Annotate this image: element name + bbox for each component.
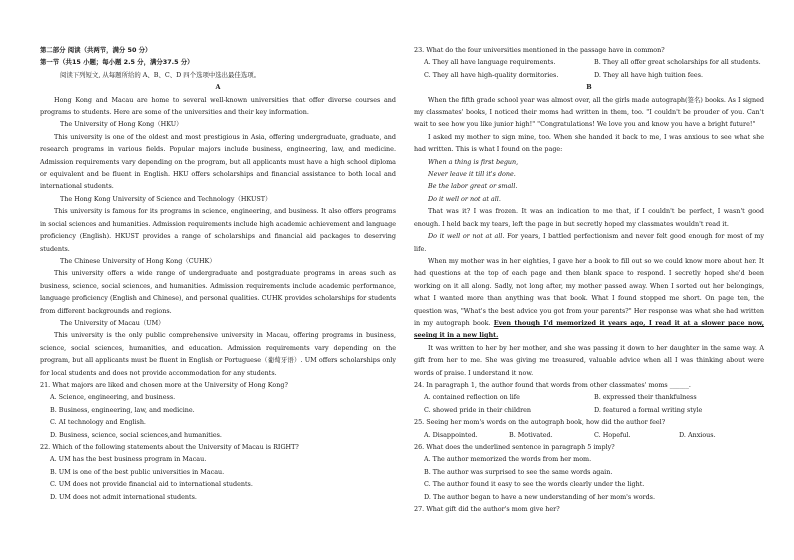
- passage-b-paragraph-4: [414, 230, 764, 255]
- question-21: 21. What majors are liked and chosen more at the University of Hong Kong?: [40, 380, 288, 389]
- q21-option-a: A. Science, engineering, and business.: [50, 393, 176, 402]
- passage-label-b: B: [586, 83, 592, 92]
- q24-options-row-2: [414, 404, 764, 416]
- q23-options-row-2: [414, 69, 764, 81]
- q23-option-a: A. They all have language requirements.: [424, 58, 556, 67]
- q25-options-row: [414, 429, 764, 441]
- q25-option-c: C. Hopeful.: [594, 430, 631, 439]
- passage-a-intro: Hong Kong and Macau are home to several well-known universities that offer diverse courses and programs to students. Here are some of the universities and their key information.: [40, 95, 396, 117]
- hkust-paragraph: This university is famous for its programs in science, engineering, and business. It also offers programs in social sciences and humanities. Admission requirements include high academic achievement and language proficiency (English). HKUST provides a range of scholarships and financial aid packages to deserving students.: [40, 207, 396, 253]
- q22-option-b: B. UM is one of the best public universities in Macau.: [50, 467, 225, 476]
- cuhk-heading: The Chinese University of Hong Kong（CUHK）: [60, 256, 216, 265]
- q24-option-d: D. featured a formal writing style: [594, 405, 703, 414]
- section-title: 第二部分 阅读（共两节，满分 50 分）: [40, 46, 152, 54]
- hku-heading: The University of Hong Kong（HKU）: [60, 120, 183, 129]
- question-24: 24. In paragraph 1, the author found that words from other classmates' moms ______.: [414, 380, 691, 389]
- poem-line-2: Never leave it till it's done.: [428, 170, 516, 179]
- q23-option-b: B. They all offer great scholarships for all students.: [594, 58, 761, 67]
- um-heading: The University of Macau（UM）: [60, 318, 165, 327]
- q23-option-c: C. They all have high-quality dormitories.: [424, 70, 559, 79]
- right-column: [414, 44, 764, 515]
- passage-label-a: A: [215, 83, 221, 92]
- question-23: 23. What do the four universities mentioned in the passage have in common?: [414, 46, 665, 54]
- q22-option-d: D. UM does not admit international students.: [50, 492, 197, 501]
- poem-line-1: When a thing is first begun,: [428, 157, 519, 166]
- poem-line-3: Be the labor great or small.: [428, 182, 518, 191]
- passage-b-paragraph-5: [414, 255, 764, 342]
- q26-option-c: C. The author found it easy to see the words clearly under the light.: [424, 480, 645, 489]
- q21-option-b: B. Business, engineering, law, and medicine.: [50, 405, 195, 414]
- subsection-title: 第一节（共15 小题；每小题 2.5 分，满分37.5 分）: [40, 58, 194, 67]
- passage-b-paragraph-3: That was it? I was frozen. It was an indication to me that, if I couldn't be perfect, I wasn't good enough. I held back my tears, left the page in but secretly hoped my classmates wouldn't read it.: [414, 207, 764, 228]
- paragraph-4-italic: Do it well or not at all.: [428, 232, 505, 241]
- underlined-sentence: Even though I'd memorized it years ago, I read it at a slower pace now, seeing it in a new light.: [414, 318, 765, 340]
- q23-options-row-1: [414, 56, 764, 68]
- q25-option-a: A. Disappointed.: [424, 430, 478, 439]
- poem-line-4: Do it well or not at all.: [428, 194, 501, 203]
- question-27: 27. What gift did the author's mom give her?: [414, 505, 560, 514]
- q24-option-a: A. contained reflection on life: [424, 393, 520, 402]
- hku-paragraph: This university is one of the oldest and most prestigious in Asia, offering undergraduate, graduate, and research programs in various fields. Popular majors include business, engineering, law, and medicine. Admission requirements vary depending on the program, but all applicants must have a high school diploma or equivalent and be fluent in English. HKU offers scholarships and financial assistance to both local and international students.: [40, 132, 396, 191]
- q24-option-b: B. expressed their thankfulness: [594, 393, 697, 402]
- q24-option-c: C. showed pride in their children: [424, 405, 532, 414]
- question-25: 25. Seeing her mom's words on the autograph book, how did the author feel?: [414, 418, 666, 427]
- hkust-heading: The Hong Kong University of Science and Technology（HKUST）: [60, 194, 272, 203]
- q26-option-d: D. The author began to have a new understanding of her mom's words.: [424, 492, 655, 501]
- passage-b-paragraph-2: I asked my mother to sign mine, too. When she handed it back to me, I was anxious to see what she had written. This is what I found on the page:: [414, 132, 764, 154]
- question-26: 26. What does the underlined sentence in paragraph 5 imply?: [414, 443, 615, 451]
- q22-option-a: A. UM has the best business program in Macau.: [50, 455, 207, 464]
- q24-options-row-1: [414, 391, 764, 403]
- q22-option-c: C. UM does not provide financial aid to international students.: [50, 480, 253, 489]
- q21-option-d: D. Business, science, social sciences,and humanities.: [50, 430, 222, 439]
- q25-option-b: B. Motivated.: [509, 430, 553, 439]
- q25-option-d: D. Anxious.: [679, 430, 716, 439]
- left-column: [40, 44, 396, 503]
- paragraph-4-rest: For years, I battled perfectionism and never felt good enough for most of my life.: [414, 232, 764, 253]
- um-paragraph: This university is the only public comprehensive university in Macau, offering programs in business, science, social sciences, humanities, and education. Admission requirements vary depending on the program, but all applicants must be fluent in English or Portuguese（葡萄牙语）. UM offers scholarships only for local students and does not provide accommodation for any students.: [40, 331, 396, 377]
- q26-option-b: B. The author was surprised to see the same words again.: [424, 467, 613, 476]
- passage-b-paragraph-1: When the fifth grade school year was almost over, all the girls made autograph(签名) books. As I signed my classmates' books, I noticed their moms had written in them, too. "I couldn't be prouder of you. Can't wait to see how you like junior high!" "Congratulations! We love you and know you have a bright future!": [414, 95, 764, 129]
- instruction: 阅读下列短文, 从每题所给的 A、B、C、D 四个选项中选出最佳选项。: [60, 70, 260, 79]
- paragraph-5-text: When my mother was in her eighties, I gave her a book to fill out so we could know more about her. It had questions at the top of each page and then blank space to respond. I secretly hoped she'd been working on it all along. Sadly, not long after, my mother passed away. When I sorted out her belongings, what I wanted more than anything was that book. What I found stopped me short. On page ten, the question was, "What's the best advice you got from your parents?" Her response was what she had written in my autograph book.: [414, 256, 764, 327]
- q23-option-d: D. They all have high tuition fees.: [594, 70, 704, 79]
- cuhk-paragraph: This university offers a wide range of undergraduate and postgraduate programs in areas such as business, science, social sciences, and humanities. Admission requirements include academic performance, language proficiency (English and Chinese), and personal qualities. CUHK provides scholarships for students from different backgrounds and regions.: [40, 269, 396, 315]
- q21-option-c: C. AI technology and English.: [50, 418, 146, 427]
- passage-b-paragraph-6: It was written to her by her mother, and she was passing it down to her daughter in the same way. A gift from her to me. She was giving me treasured, valuable advice when all I was thinking about were words of praise. I understand it now.: [414, 343, 764, 377]
- q26-option-a: A. The author memorized the words from her mom.: [424, 455, 592, 464]
- question-22: 22. Which of the following statements about the University of Macau is RIGHT?: [40, 443, 299, 451]
